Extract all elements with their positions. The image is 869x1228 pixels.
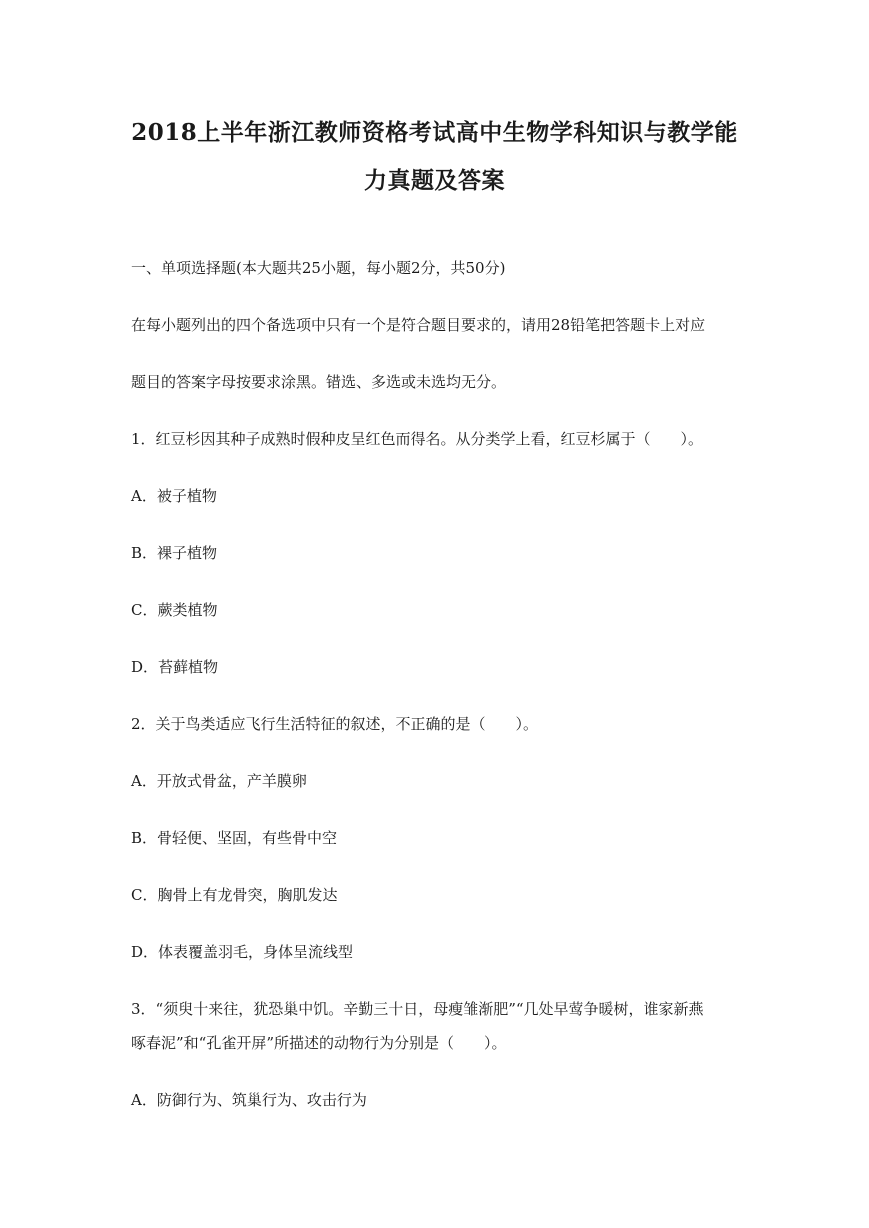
question-3-option-a: A．防御行为、筑巢行为、攻击行为 bbox=[131, 1091, 367, 1109]
question-2-option-d: D．体表覆盖羽毛，身体呈流线型 bbox=[131, 943, 354, 961]
question-1-stem: 1．红豆杉因其种子成熟时假种皮呈红色而得名。从分类学上看，红豆杉属于（ ）。 bbox=[131, 430, 704, 448]
instructions-line-1: 在每小题列出的四个备选项中只有一个是符合题目要求的，请用28铅笔把答题卡上对应 bbox=[131, 316, 706, 334]
question-1-option-c: C．蕨类植物 bbox=[131, 601, 218, 619]
question-3-stem-line-1: 3．“须臾十来往，犹恐巢中饥。辛勤三十日，母瘦雏渐肥”“几处早莺争暖树，谁家新燕 bbox=[131, 1000, 704, 1018]
section-heading: 一、单项选择题(本大题共25小题，每小题2分，共50分) bbox=[131, 259, 506, 277]
document-title-line-2: 力真题及答案 bbox=[364, 167, 505, 194]
question-1-option-b: B．裸子植物 bbox=[131, 544, 218, 562]
document-title-line-1: 2018上半年浙江教师资格考试高中生物学科知识与教学能 bbox=[131, 119, 738, 146]
question-2-option-c: C．胸骨上有龙骨突，胸肌发达 bbox=[131, 886, 338, 904]
instructions-line-2: 题目的答案字母按要求涂黑。错选、多选或未选均无分。 bbox=[131, 373, 507, 391]
question-1-option-d: D．苔藓植物 bbox=[131, 658, 219, 676]
question-3-stem-line-2: 啄春泥”和“孔雀开屏”所描述的动物行为分别是（ ）。 bbox=[131, 1034, 507, 1052]
question-1-option-a: A．被子植物 bbox=[131, 487, 217, 505]
question-2-option-a: A．开放式骨盆，产羊膜卵 bbox=[131, 772, 307, 790]
question-2-option-b: B．骨轻便、坚固，有些骨中空 bbox=[131, 829, 338, 847]
question-2-stem: 2．关于鸟类适应飞行生活特征的叙述，不正确的是（ ）。 bbox=[131, 715, 539, 733]
